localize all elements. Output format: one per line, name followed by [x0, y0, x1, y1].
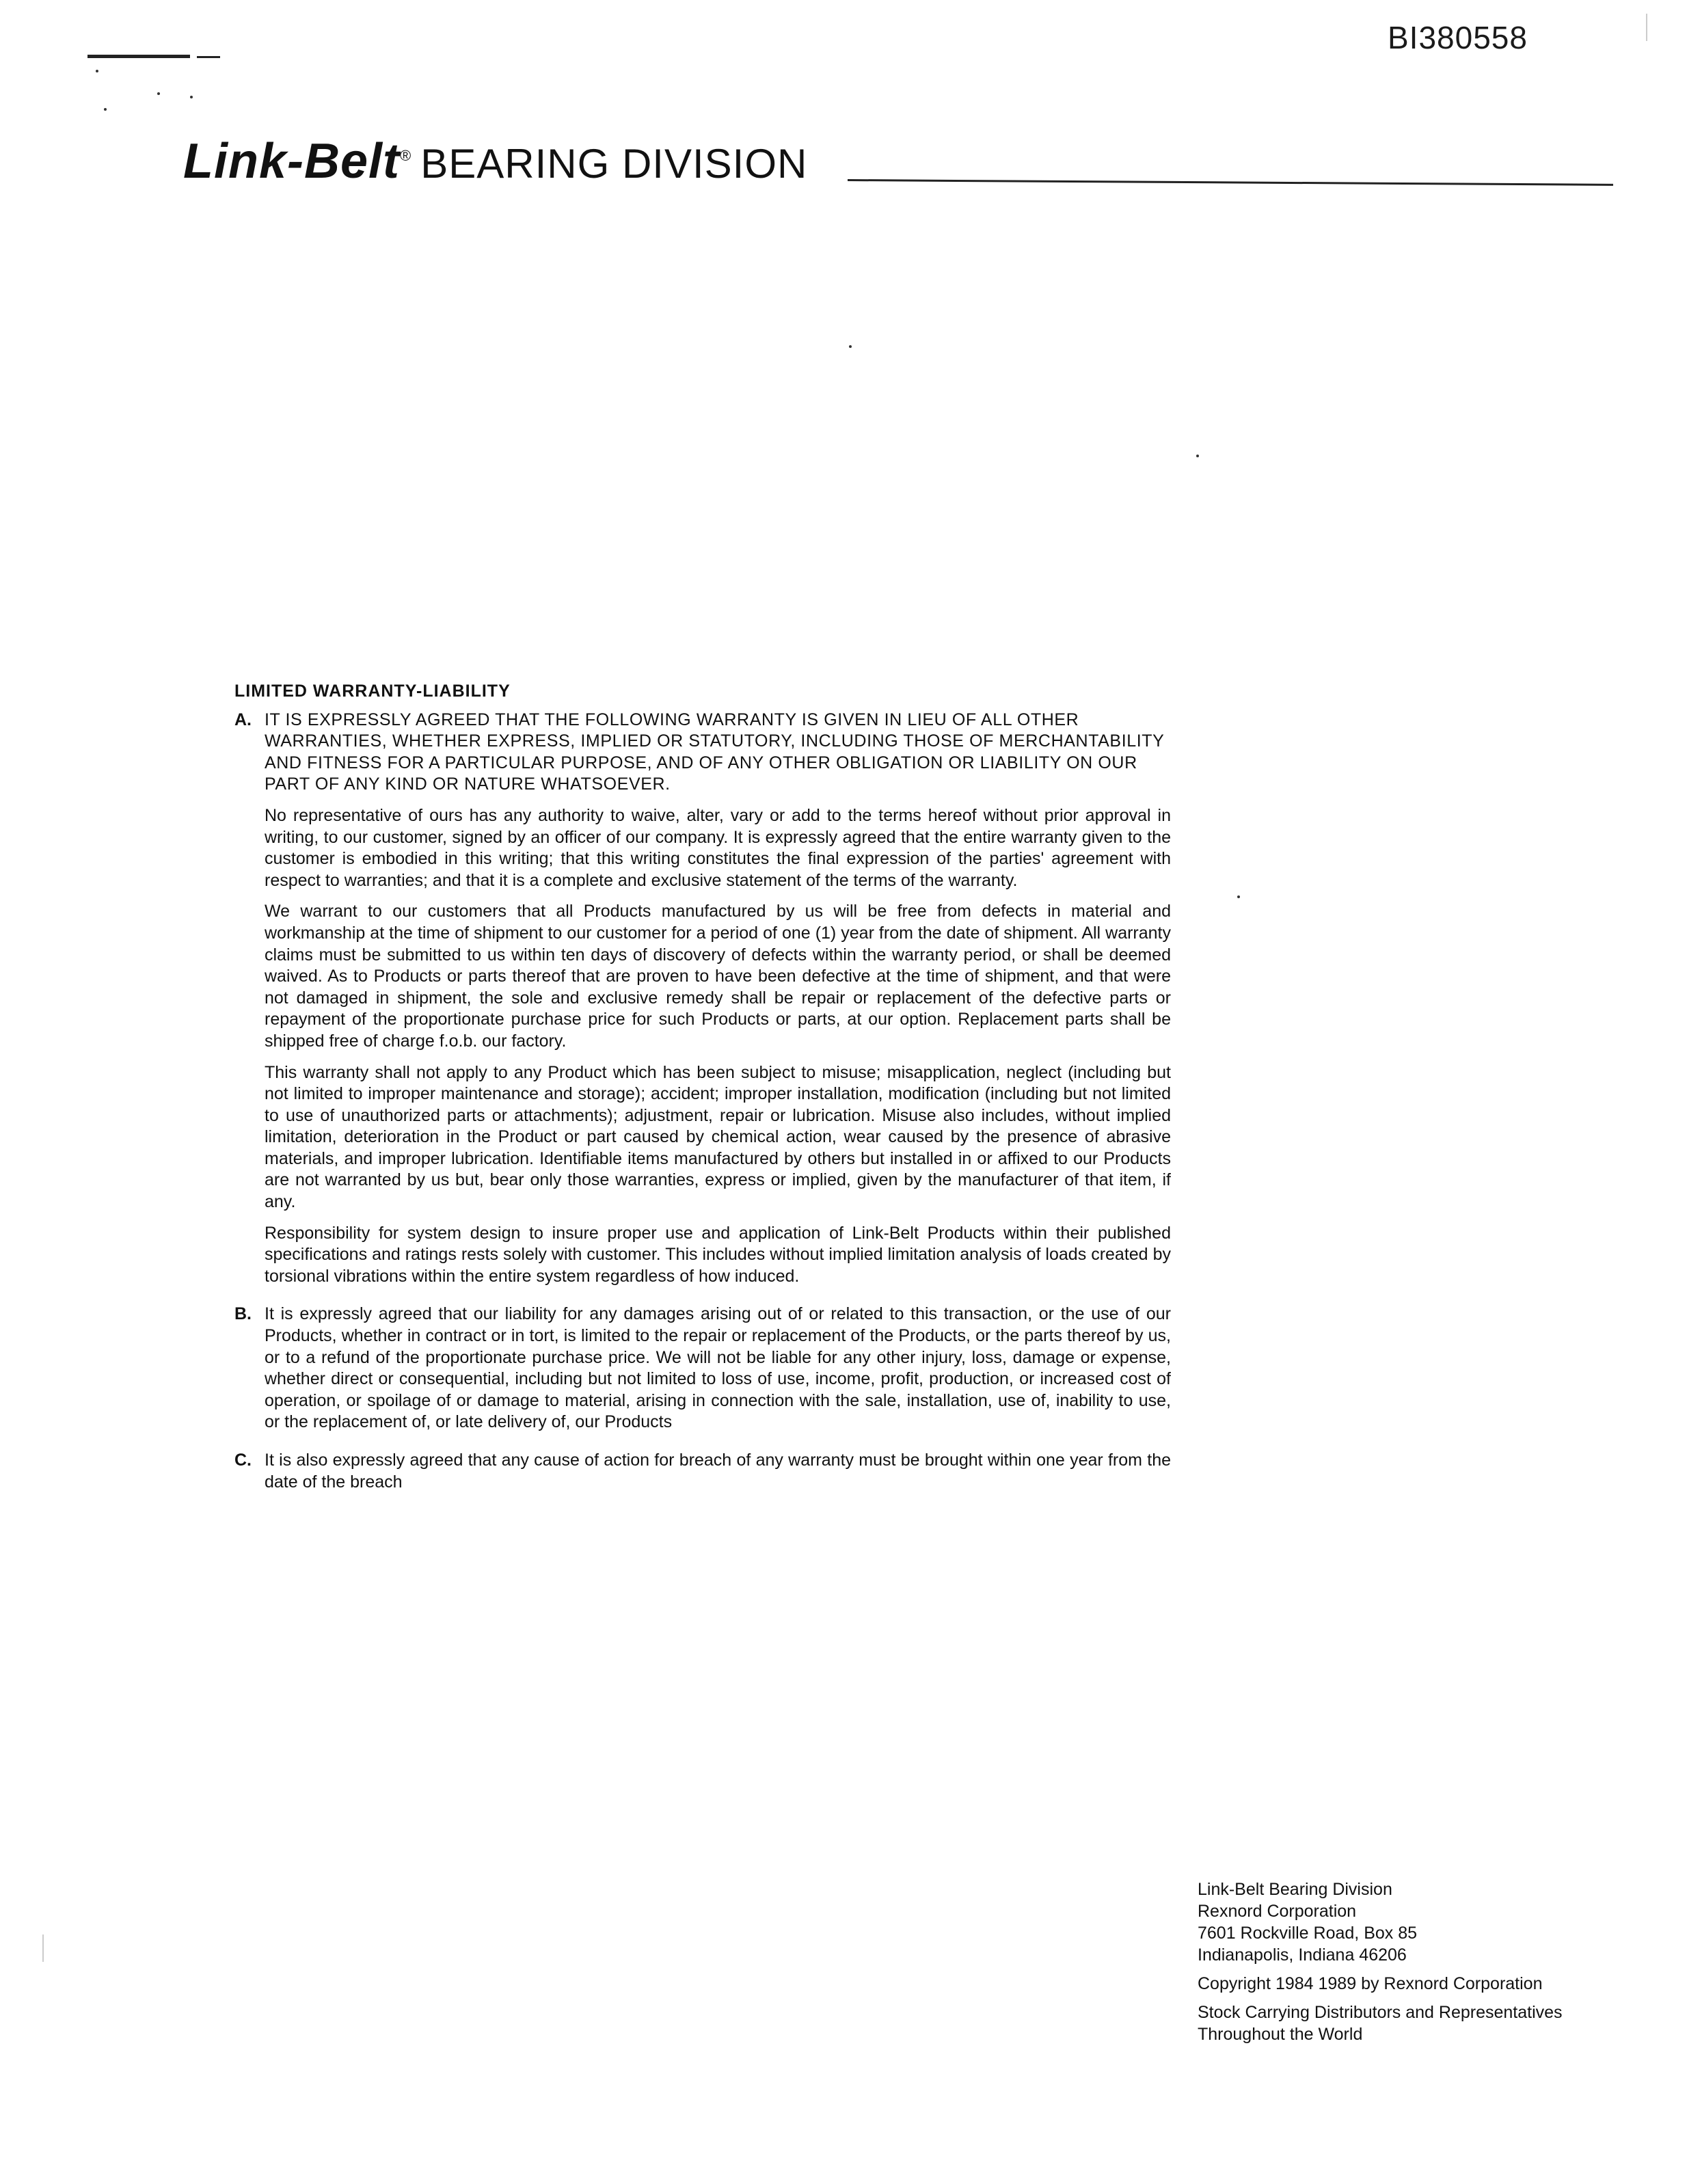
section-body [265, 710, 1171, 1297]
section-b [234, 1304, 1171, 1443]
scan-edge-line [42, 1934, 44, 1962]
section-marker: A. [234, 710, 252, 729]
scan-artifact-dot [849, 345, 852, 348]
scan-artifact-dot [1237, 895, 1240, 898]
warranty-section [234, 681, 1171, 1502]
brand-logo: Link-Belt [183, 134, 401, 189]
address-line: Indianapolis, Indiana 46206 [1198, 1945, 1407, 1965]
scan-artifact-line [87, 55, 190, 58]
warranty-disclaimer: IT IS EXPRESSLY AGREED THAT THE FOLLOWING WARRANTY IS GIVEN IN LIEU OF ALL OTHER WARRANTIES, WHETHER EXPRESS, IMPLIED OR STATUTORY, INCLUDING THOSE OF MERCHANTABILITY AND FITNESS FOR A PARTICULAR PURPOSE, AND OF ANY OTHER OBLIGATION OR LIABILITY ON OUR PART OF ANY KIND OR NATURE WHATSOEVER. [265, 710, 1165, 794]
section-marker: C. [234, 1451, 252, 1470]
paragraph: It is expressly agreed that our liability for any damages arising out of or related to this transaction, or the use of our Products, whether in contract or in tort, is limited to the repair or replacement of the Products, or the parts thereof by us, or to a refund of the proportionate purchase price. We will not be liable for any other injury, loss, damage or expense, whether direct or consequential, including but not limited to loss of use, income, profit, production, or increased cost of operation, or spoilage of or damage to material, arising in connection with the sale, installation, use of, inability to use, or the replacement of, or late delivery of, our Products [265, 1304, 1171, 1432]
scan-edge-line [1646, 14, 1647, 41]
section-body [265, 1450, 1171, 1502]
paragraph: Responsibility for system design to insure proper use and application of Link-Belt Products within their published specifications and ratings rests solely with customer. This includes without implied limitation analysis of loads created by torsional vibrations within the entire system regardless of how induced. [265, 1223, 1171, 1286]
scan-artifact-dot [190, 96, 193, 98]
paragraph: We warrant to our customers that all Products manufactured by us will be free from defects in material and workmanship at the time of shipment to our customer for a period of one (1) year from the date of shipment. All warranty claims must be submitted to us within ten days of discovery of defects within the warranty period, or shall be deemed waived. As to Products or parts thereof that are proven to have been defective at the time of shipment, and that were not damaged in shipment, the sole and exclusive remedy shall be repair or replacement of the defective parts or repayment of the proportionate purchase price for such Products or parts, at our option. Replacement parts shall be shipped free of charge f.o.b. our factory. [265, 902, 1171, 1051]
scan-artifact-dot [157, 92, 160, 95]
section-c [234, 1450, 1171, 1502]
address-line: Link-Belt Bearing Division [1198, 1880, 1392, 1899]
section-marker: B. [234, 1304, 252, 1324]
scan-artifact-line [197, 56, 220, 58]
warranty-title: LIMITED WARRANTY-LIABILITY [234, 682, 511, 701]
section-a [234, 710, 1171, 1297]
paragraph: No representative of ours has any authority to waive, alter, vary or add to the terms hereof without prior approval in writing, to our customer, signed by an officer of our company. It is expressly agreed that the entire warranty given to the customer is embodied in this writing; that this writing constitutes the final expression of the parties' agreement with respect to warranties; and that it is a complete and exclusive statement of the terms of the warranty. [265, 805, 1171, 890]
document-id: BI380558 [1388, 20, 1528, 55]
scan-artifact-dot [1196, 455, 1199, 457]
letterhead [183, 134, 808, 189]
distributors-line: Throughout the World [1198, 2025, 1363, 2044]
header-rule [848, 179, 1613, 186]
section-body [265, 1304, 1171, 1443]
registered-mark: ® [400, 147, 411, 164]
copyright-notice: Copyright 1984 1989 by Rexnord Corporation [1198, 1974, 1543, 1993]
paragraph: It is also expressly agreed that any cause of action for breach of any warranty must be brought within one year from the date of the breach [265, 1451, 1171, 1492]
scan-artifact-dot [96, 70, 98, 72]
scan-artifact-dot [104, 108, 107, 111]
paragraph: This warranty shall not apply to any Product which has been subject to misuse; misapplication, neglect (including but not limited to improper maintenance and storage); accident; improper installation, modification (including but not limited to use of unauthorized parts or attachments); adjustment, repair or lubrication. Misuse also includes, without implied limitation, deterioration in the Product or part caused by chemical action, wear caused by the presence of abrasive materials, and improper lubrication. Identifiable items manufactured by others but installed in or affixed to our Products are not warranted by us but, bear only those warranties, express or implied, given by the manufacturer of that item, if any. [265, 1062, 1171, 1212]
division-name: BEARING DIVISION [420, 141, 808, 187]
distributors-line: Stock Carrying Distributors and Representatives [1198, 2003, 1563, 2022]
address-line: 7601 Rockville Road, Box 85 [1198, 1924, 1418, 1943]
footer-block [1198, 1878, 1635, 2045]
address-line: Rexnord Corporation [1198, 1902, 1357, 1921]
